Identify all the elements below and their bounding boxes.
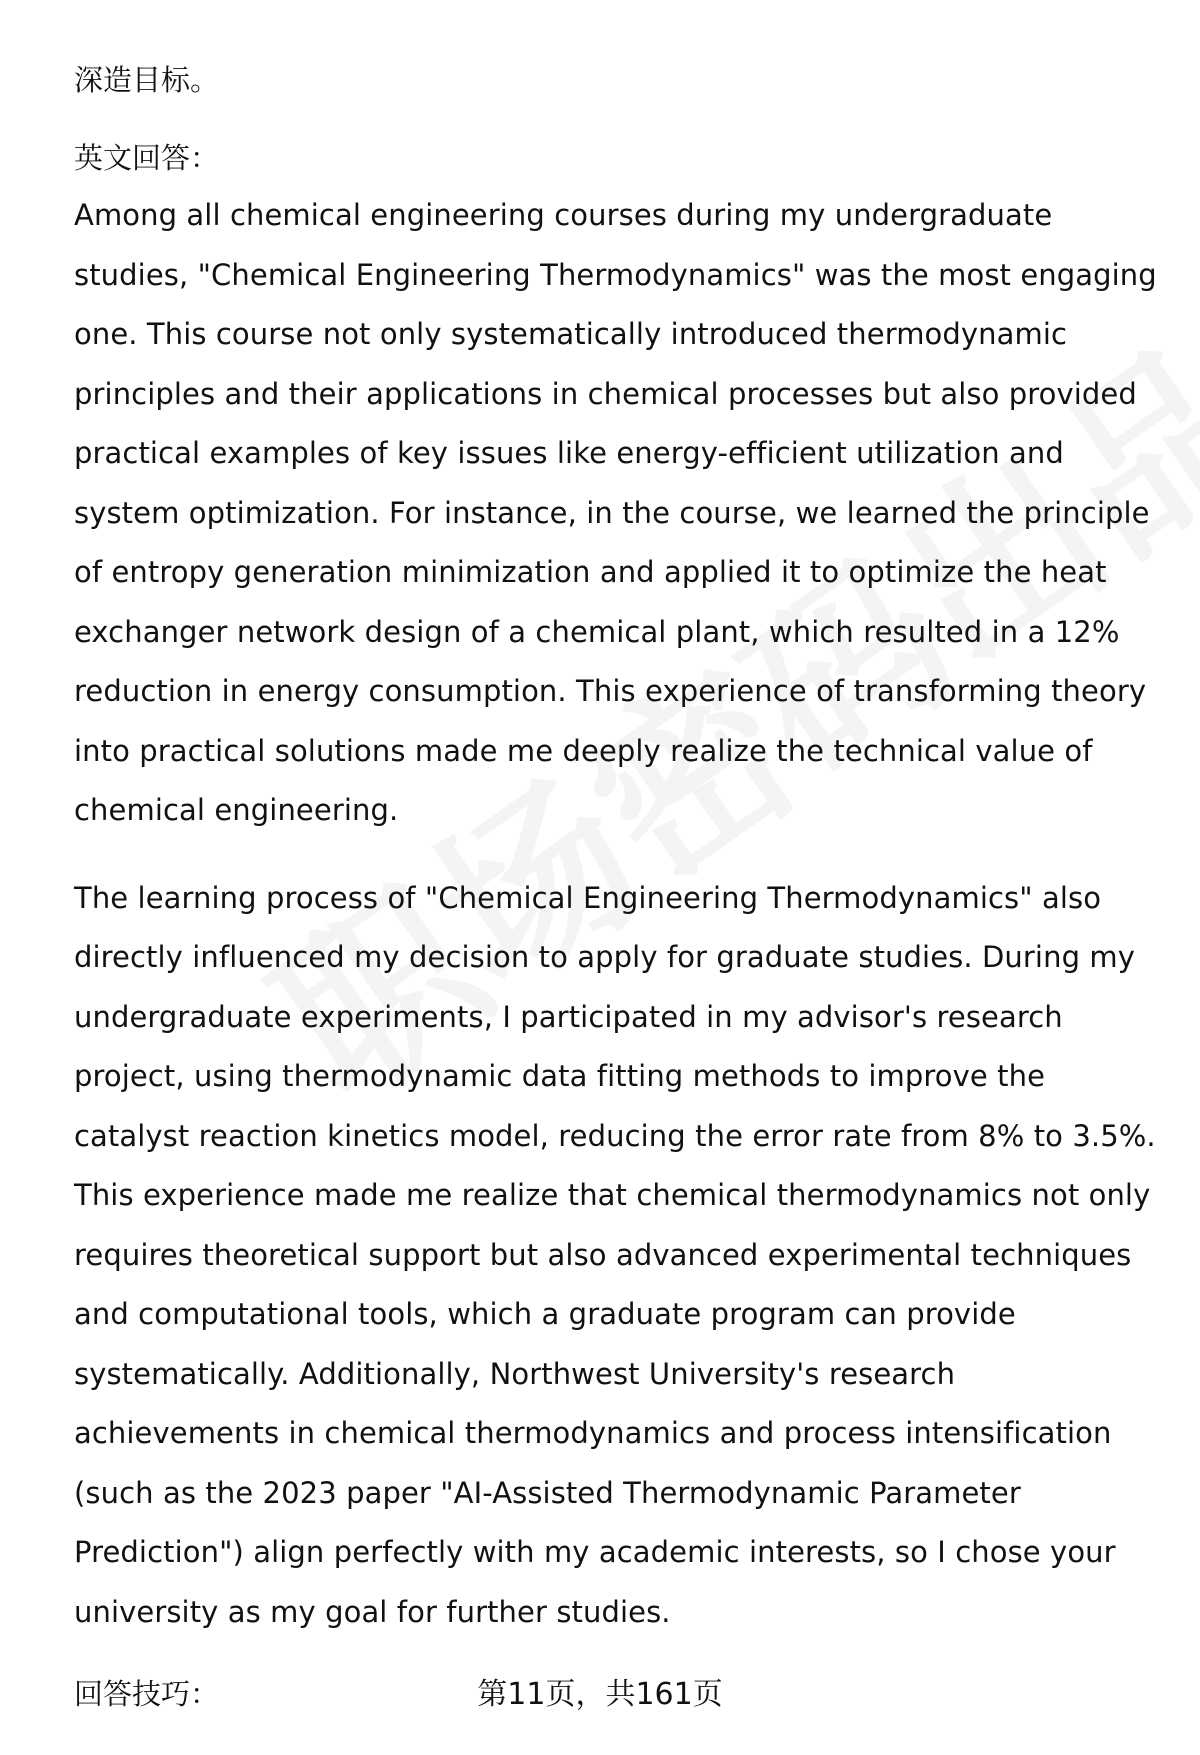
- tips-label: 回答技巧：: [74, 1677, 220, 1711]
- lead-line: 深造目标。: [74, 63, 220, 97]
- document-body: [74, 58, 1160, 1716]
- page-number: 第11页，共161页: [477, 1677, 723, 1712]
- english-answer-label: 英文回答：: [74, 141, 220, 175]
- answer-paragraph-2: The learning process of "Chemical Engineering Thermodynamics" also directly influenced my decision to apply for graduate studies. During my undergraduate experiments, I participated in my advisor's research project, using thermodynamic data fitting methods to improve the catalyst reaction kinetics model, reducing the error rate from 8% to 3.5%. This experience made me realize that chemical thermodynamics not only requires theoretical support but also advanced experimental techniques and computational tools, which a graduate program can provide systematically. Additionally, Northwest University's research achievements in chemical thermodynamics and process intensification (such as the 2023 paper "AI-Assisted Thermodynamic Parameter Prediction") align perfectly with my academic interests, so I chose your university as my goal for further studies.: [74, 880, 1156, 1629]
- answer-paragraph-1: Among all chemical engineering courses during my undergraduate studies, "Chemical Engineering Thermodynamics" was the most engaging one. This course not only systematically introduced thermodynamic principles and their applications in chemical processes but also provided practical examples of key issues like energy-efficient utilization and system optimization. For instance, in the course, we learned the principle of entropy generation minimization and applied it to optimize the heat exchanger network design of a chemical plant, which resulted in a 12% reduction in energy consumption. This experience of transforming theory into practical solutions made me deeply realize the technical value of chemical engineering.: [74, 198, 1157, 827]
